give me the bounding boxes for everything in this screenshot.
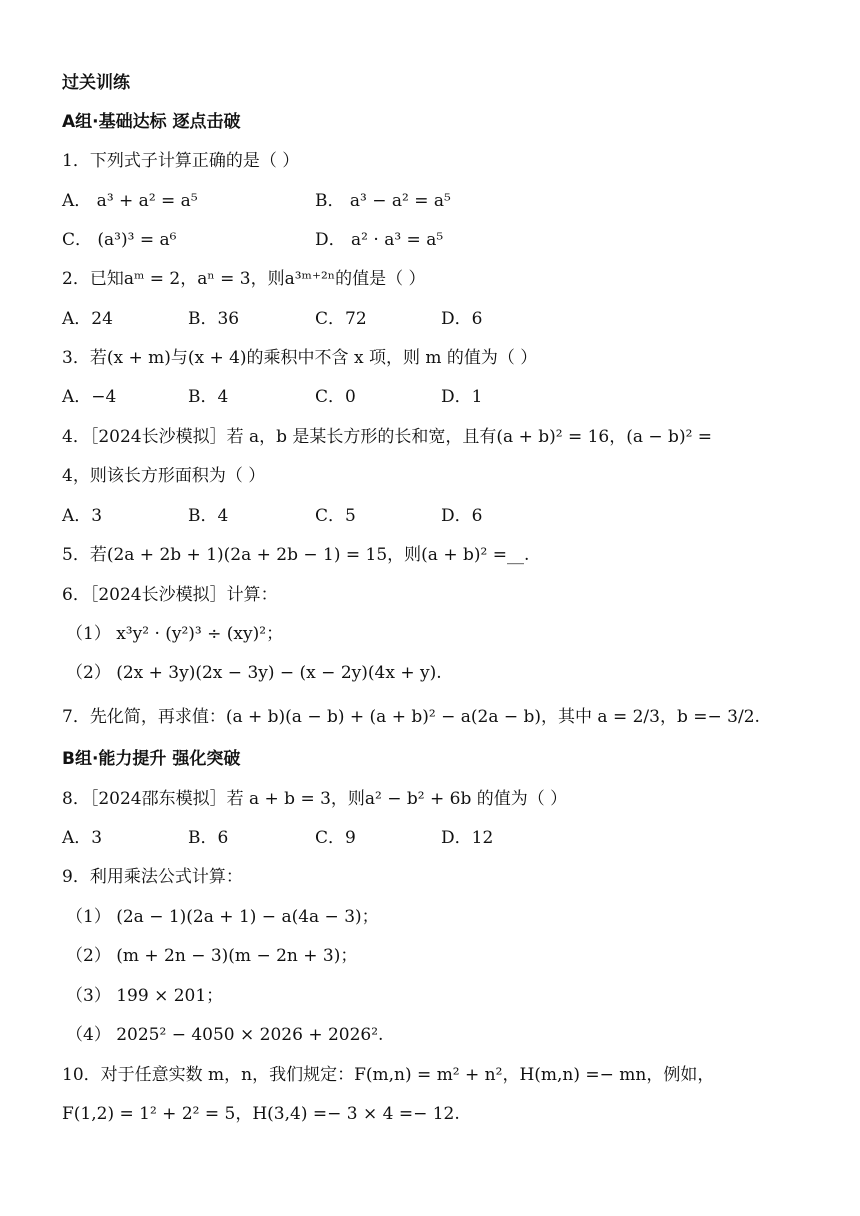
group-b-heading: B组·能力提升 强化突破 <box>62 749 241 769</box>
question-3-option-c: C．0 <box>315 387 356 407</box>
question-1-stem: 1．下列式子计算正确的是（ ） <box>62 151 300 171</box>
question-8-option-a: A．3 <box>62 828 103 848</box>
question-9-part-2: （2） (m + 2n − 3)(m − 2n + 3)； <box>66 946 358 966</box>
question-1-option-c: C． (a³)³ = a⁶ <box>62 230 177 250</box>
section-title: 过关训练 <box>62 73 130 93</box>
question-1-option-a: A． a³ + a² = a⁵ <box>62 191 198 211</box>
question-1-option-b: B． a³ − a² = a⁵ <box>315 191 451 211</box>
question-6-stem: 6．［2024长沙模拟］计算： <box>62 585 278 605</box>
question-3-option-d: D．1 <box>441 387 483 407</box>
question-8-option-c: C．9 <box>315 828 356 848</box>
question-6-part-2: （2） (2x + 3y)(2x − 3y) − (x − 2y)(4x + y). <box>66 663 442 683</box>
question-7: 7．先化简，再求值：(a + b)(a − b) + (a + b)² − a(2a − b)，其中 a = 2/3，b =− 3/2. <box>62 707 760 727</box>
question-4-option-c: C．5 <box>315 506 356 526</box>
question-4-stem-line-1: 4．［2024长沙模拟］若 a，b 是某长方形的长和宽，且有(a + b)² = 16，(a − b)² = <box>62 427 713 447</box>
question-1-option-d: D． a² · a³ = a⁵ <box>315 230 444 250</box>
question-9-stem: 9．利用乘法公式计算： <box>62 867 243 887</box>
question-10-line-2: F(1,2) = 1² + 2² = 5，H(3,4) =− 3 × 4 =− 12. <box>62 1104 460 1124</box>
question-10-line-1: 10．对于任意实数 m，n，我们规定：F(m,n) = m² + n²，H(m,n) =− mn，例如， <box>62 1065 715 1085</box>
question-2-option-c: C．72 <box>315 309 367 329</box>
question-8-option-d: D．12 <box>441 828 494 848</box>
question-3-option-b: B．4 <box>188 387 229 407</box>
question-4-option-a: A．3 <box>62 506 103 526</box>
question-2-stem: 2．已知aᵐ = 2，aⁿ = 3，则a³ᵐ⁺²ⁿ的值是（ ） <box>62 269 426 289</box>
question-3-option-a: A．−4 <box>62 387 117 407</box>
question-3-stem: 3．若(x + m)与(x + 4)的乘积中不含 x 项，则 m 的值为（ ） <box>62 348 538 368</box>
question-9-part-4: （4） 2025² − 4050 × 2026 + 2026². <box>66 1025 384 1045</box>
group-a-heading: A组·基础达标 逐点击破 <box>62 112 241 132</box>
question-4-stem-line-2: 4，则该长方形面积为（ ） <box>62 466 266 486</box>
question-4-option-b: B．4 <box>188 506 229 526</box>
question-4-option-d: D．6 <box>441 506 483 526</box>
question-2-option-d: D．6 <box>441 309 483 329</box>
question-8-stem: 8．［2024邵东模拟］若 a + b = 3，则a² − b² + 6b 的值为（ ） <box>62 789 568 809</box>
question-2-option-a: A．24 <box>62 309 113 329</box>
question-8-option-b: B．6 <box>188 828 229 848</box>
question-9-part-3: （3） 199 × 201； <box>66 986 224 1006</box>
question-9-part-1: （1） (2a − 1)(2a + 1) − a(4a − 3)； <box>66 907 379 927</box>
question-5: 5．若(2a + 2b + 1)(2a + 2b − 1) = 15，则(a + b)² =__. <box>62 545 530 565</box>
question-6-part-1: （1） x³y² · (y²)³ ÷ (xy)²； <box>66 624 284 644</box>
question-2-option-b: B．36 <box>188 309 240 329</box>
